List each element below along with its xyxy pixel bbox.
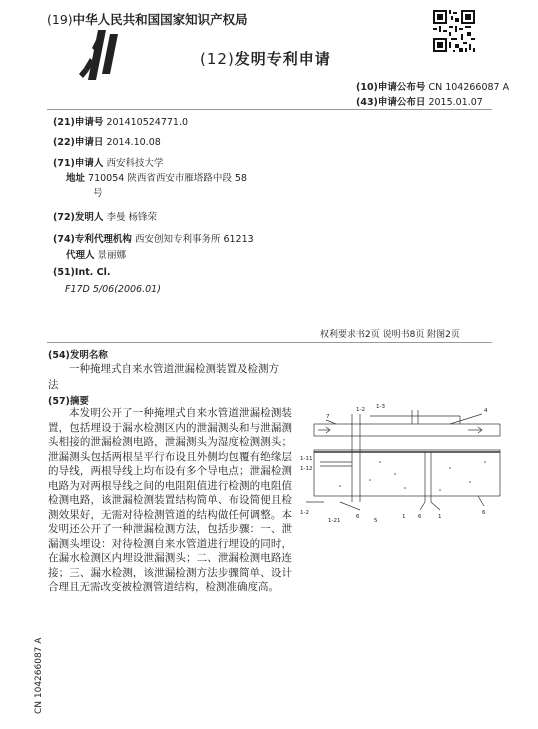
page-count-info: 权利要求书2页 说明书8页 附图2页 bbox=[320, 330, 460, 340]
fig-label: 5 bbox=[374, 518, 378, 524]
qr-code-icon bbox=[433, 10, 475, 52]
address-value: 710054 陕西省西安市雁塔路中段 58 bbox=[88, 173, 247, 184]
agent-label: 代理人 bbox=[66, 250, 95, 261]
pub-date-value: 2015.01.07 bbox=[428, 97, 483, 108]
app-no-value: 201410524771.0 bbox=[106, 117, 189, 128]
header-divider bbox=[47, 109, 492, 110]
agency-value: 西安创知专利事务所 61213 bbox=[134, 234, 254, 245]
abstract-section-label bbox=[48, 393, 89, 407]
type-name: 发明专利申请 bbox=[234, 50, 331, 68]
publication-date bbox=[356, 94, 483, 108]
applicant bbox=[53, 155, 163, 169]
fig-label: 1 bbox=[402, 514, 406, 520]
inventor-value: 李曼 杨锋荣 bbox=[106, 212, 157, 223]
soil-section bbox=[314, 450, 500, 496]
abstract-label-text: (57)摘要 bbox=[48, 396, 89, 407]
fig-label: 1-2 bbox=[300, 510, 309, 516]
fig-label: 7 bbox=[326, 414, 330, 420]
fig-label: 1-12 bbox=[300, 466, 313, 472]
office-name: 中华人民共和国国家知识产权局 bbox=[72, 12, 248, 27]
publication-number bbox=[356, 79, 509, 93]
agent bbox=[66, 247, 126, 261]
patent-agency bbox=[53, 231, 254, 245]
biblio-divider bbox=[47, 342, 492, 343]
fig-label: 6 bbox=[418, 514, 422, 520]
abstract-figure bbox=[300, 402, 510, 532]
fig-label: 1-2 bbox=[356, 407, 365, 413]
abstract-paragraph: 本发明公开了一种掩埋式自来水管道泄漏检测装置，包括埋设于漏水检测区内的泄漏测头和与泄漏测头相接的泄漏检测电路，泄漏测头为湿度检测测头；泄漏测头包括两根呈平行布设且外侧均包覆有绝缘层的导线，两根导线上均布设有多个导电点；泄漏检测电路为对两根导线之间的电阻阻值进行检测的电阻值检测电路，该泄漏检测装置结构简单、布设简便且检测效果好，无需对待检测管道的结构做任何调整。本发明还公开了一种泄漏检测方法，包括步骤：一、泄漏测头埋设：对待检测自来水管道进行埋设的同时，在漏水检测区内埋设泄漏测头；二、泄漏检测电路连接；三、漏水检测，该泄漏检测方法步骤简单、设计合理且无需改变被检测管道结构，检测准确度高。 bbox=[48, 407, 292, 593]
application-number bbox=[53, 114, 188, 128]
document-type bbox=[200, 48, 331, 69]
abstract-body bbox=[48, 406, 292, 595]
fig-label: 1-21 bbox=[328, 518, 341, 524]
title-label-text: (54)发明名称 bbox=[48, 350, 108, 361]
fig-label: 1-3 bbox=[376, 404, 385, 410]
invention-title: 一种掩埋式自来水管道泄漏检测装置及检测方法 bbox=[48, 363, 279, 391]
address-label: 地址 bbox=[66, 173, 86, 184]
app-date-label: (22)申请日 bbox=[53, 137, 104, 148]
cnipa-logo-icon bbox=[76, 28, 126, 82]
title-section-label bbox=[48, 347, 108, 361]
applicant-value: 西安科技大学 bbox=[106, 158, 164, 169]
int-cl-value: F17D 5/06(2006.01) bbox=[65, 284, 161, 295]
fig-label: 1-11 bbox=[300, 456, 313, 462]
agent-value: 景丽娜 bbox=[97, 250, 127, 261]
fig-label: 4 bbox=[484, 408, 488, 414]
fig-label: 6 bbox=[356, 514, 360, 520]
intcl-label-text: (51)Int. Cl. bbox=[53, 267, 111, 278]
app-no-label: (21)申请号 bbox=[53, 117, 104, 128]
inventors bbox=[53, 209, 157, 223]
address bbox=[66, 170, 247, 184]
applicant-label: (71)申请人 bbox=[53, 158, 104, 169]
side-publication-number: CN 104266087 A bbox=[34, 637, 44, 714]
application-date bbox=[53, 134, 161, 148]
fig-label: 6 bbox=[482, 510, 486, 516]
address-line2: 号 bbox=[93, 188, 103, 199]
type-num: (12) bbox=[200, 50, 235, 68]
pub-no-label: (10)申请公布号 bbox=[356, 82, 426, 93]
int-cl-label bbox=[53, 267, 111, 278]
app-date-value: 2014.10.08 bbox=[106, 137, 161, 148]
pub-no-value: CN 104266087 A bbox=[428, 82, 510, 93]
pub-date-label: (43)申请公布日 bbox=[356, 97, 426, 108]
office-header bbox=[47, 10, 248, 28]
inventor-label: (72)发明人 bbox=[53, 212, 104, 223]
agency-label: (74)专利代理机构 bbox=[53, 234, 132, 245]
fig-label: 1 bbox=[438, 514, 442, 520]
office-num: (19) bbox=[47, 12, 73, 27]
